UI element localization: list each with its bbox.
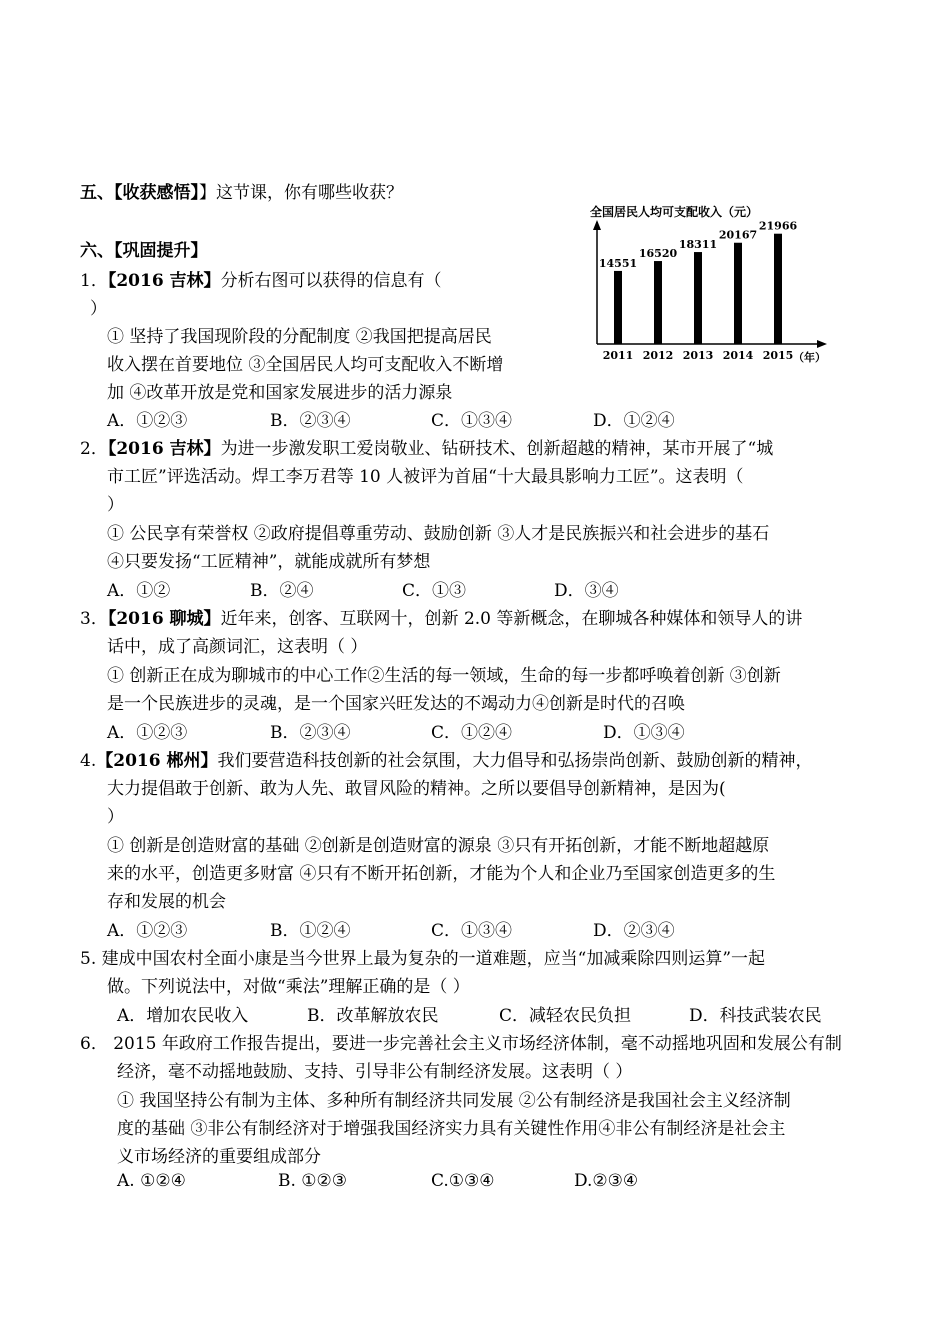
q5-choice-d: D．科技武装农民 bbox=[689, 1006, 822, 1026]
value-label-2013: 18311 bbox=[678, 238, 718, 252]
bar-2012 bbox=[654, 261, 662, 344]
q1-stem-text: 分析右图可以获得的信息有（ bbox=[220, 271, 442, 291]
q6-options-line1: ① 我国坚持公有制为主体、多种所有制经济共同发展 ②公有制经济是我国社会主义经济制 bbox=[117, 1091, 791, 1111]
q5-choice-c: C．减轻农民负担 bbox=[499, 1006, 632, 1026]
q1-options-line3: 加 ④改革开放是党和国家发展进步的活力源泉 bbox=[107, 383, 453, 403]
q3-choice-b: B．②③④ bbox=[270, 723, 351, 743]
income-bar-chart bbox=[585, 200, 835, 370]
q6-options-line2: 度的基础 ③非公有制经济对于增强我国经济实力具有关键性作用④非公有制经济是社会主 bbox=[117, 1119, 786, 1139]
q2-stem-line3: ） bbox=[107, 495, 124, 515]
q1-options-line1: ① 坚持了我国现阶段的分配制度 ②我国把提高居民 bbox=[107, 327, 492, 347]
q2-number: 2． bbox=[80, 439, 108, 459]
q2-choice-b: B．②④ bbox=[250, 581, 314, 601]
q5-stem-line2: 做。下列说法中，对做“乘法”理解正确的是（ ） bbox=[107, 977, 470, 997]
q1-source-tag: 【2016 吉林】 bbox=[107, 271, 221, 291]
q2-choice-a: A．①② bbox=[107, 581, 171, 601]
q4-options-line2: 来的水平，创造更多财富 ④只有不断开拓创新，才能为个人和企业乃至国家创造更多的生 bbox=[107, 864, 776, 884]
section5-text: 】这节课，你有哪些收获？ bbox=[199, 183, 403, 203]
q6-choice-b: B. ①②③ bbox=[278, 1171, 348, 1191]
q1-choice-d: D．①②④ bbox=[593, 411, 675, 431]
q2-source-tag: 【2016 吉林】 bbox=[107, 439, 221, 459]
q4-choice-d: D．②③④ bbox=[593, 921, 675, 941]
q3-stem-text: 近年来，创客、互联网十，创新 2.0 等新概念，在聊城各种媒体和领导人的讲 bbox=[220, 609, 803, 629]
q4-stem-line3: ） bbox=[107, 807, 124, 827]
q5-choice-a: A．增加农民收入 bbox=[117, 1006, 249, 1026]
q3-number: 3． bbox=[80, 609, 108, 629]
category-label-2015: 2015 bbox=[762, 349, 794, 362]
q6-stem-line1: 6． 2015 年政府工作报告提出，要进一步完善社会主义市场经济体制，毫不动摇地巩固和发展公有制 bbox=[80, 1034, 842, 1054]
q3-options-line2: 是一个民族进步的灵魂，是一个国家兴旺发达的不竭动力④创新是时代的召唤 bbox=[107, 694, 685, 714]
q6-stem-line2: 经济，毫不动摇地鼓励、支持、引导非公有制经济发展。这表明（ ） bbox=[117, 1062, 633, 1082]
q1-choice-b: B．②③④ bbox=[270, 411, 351, 431]
q1-choice-a: A．①②③ bbox=[107, 411, 188, 431]
q2-choice-d: D．③④ bbox=[554, 581, 619, 601]
q2-stem-line1 bbox=[80, 434, 773, 459]
category-label-2014: 2014 bbox=[722, 349, 754, 362]
q1-stem-line1 bbox=[80, 266, 442, 291]
bar-2015 bbox=[774, 234, 782, 344]
bar-2011 bbox=[614, 271, 622, 344]
q1-choice-c: C．①③④ bbox=[431, 411, 513, 431]
value-label-2014: 20167 bbox=[718, 228, 758, 242]
q3-choice-d: D．①③④ bbox=[603, 723, 685, 743]
q3-choice-c: C．①②④ bbox=[431, 723, 513, 743]
section5-line bbox=[80, 178, 403, 203]
q4-source-tag: 【2016 郴州】 bbox=[96, 751, 218, 771]
section6-heading: 六、【巩固提升】 bbox=[80, 241, 208, 261]
x-axis-unit-label: （年） bbox=[793, 351, 826, 364]
section5-heading: 五、【收获感悟】 bbox=[80, 183, 199, 203]
q4-stem-text: 我们要营造科技创新的社会氛围，大力倡导和弘扬崇尚创新、鼓励创新的精神， bbox=[217, 751, 813, 771]
q3-stem-line2: 话中，成了高颜词汇，这表明（ ） bbox=[107, 637, 368, 657]
value-label-2012: 16520 bbox=[638, 247, 678, 261]
q2-stem-text: 为进一步激发职工爱岗敬业、钻研技术、创新超越的精神，某市开展了“城 bbox=[220, 439, 774, 459]
value-label-2011: 14551 bbox=[598, 256, 638, 270]
category-label-2012: 2012 bbox=[642, 349, 674, 362]
q1-options-line2: 收入摆在首要地位 ③全国居民人均可支配收入不断增 bbox=[107, 355, 504, 375]
q4-choice-b: B．①②④ bbox=[270, 921, 351, 941]
category-label-2013: 2013 bbox=[682, 349, 714, 362]
x-axis-arrow bbox=[817, 340, 827, 348]
q6-options-line3: 义市场经济的重要组成部分 bbox=[117, 1147, 321, 1167]
bar-2013 bbox=[694, 252, 702, 344]
q6-choice-d: D.②③④ bbox=[574, 1171, 639, 1191]
q6-choice-c: C.①③④ bbox=[431, 1171, 495, 1191]
q4-choice-a: A．①②③ bbox=[107, 921, 188, 941]
chart-title: 全国居民人均可支配收入（元） bbox=[590, 205, 759, 219]
y-axis-arrow bbox=[593, 220, 601, 230]
q3-source-tag: 【2016 聊城】 bbox=[107, 609, 221, 629]
q2-options-line2: ④只要发扬“工匠精神”，就能成就所有梦想 bbox=[107, 552, 431, 572]
q5-choice-b: B．改革解放农民 bbox=[307, 1006, 439, 1026]
q3-stem-line1 bbox=[80, 604, 802, 629]
value-label-2015: 21966 bbox=[758, 219, 798, 233]
q4-stem-line1 bbox=[80, 746, 812, 771]
q2-stem-line2: 市工匠”评选活动。焊工李万君等 10 人被评为首届“十大最具影响力工匠”。这表明（ bbox=[107, 467, 744, 487]
q1-number: 1． bbox=[80, 271, 108, 291]
q5-stem-line1: 5. 建成中国农村全面小康是当今世界上最为复杂的一道难题，应当“加减乘除四则运算”一起 bbox=[80, 949, 766, 969]
q2-options-line1: ① 公民享有荣誉权 ②政府提倡尊重劳动、鼓励创新 ③人才是民族振兴和社会进步的基石 bbox=[107, 524, 770, 544]
q4-options-line3: 存和发展的机会 bbox=[107, 892, 226, 912]
q4-stem-line2: 大力提倡敢于创新、敢为人先、敢冒风险的精神。之所以要倡导创新精神，是因为( bbox=[107, 779, 726, 799]
category-label-2011: 2011 bbox=[602, 349, 634, 362]
q1-stem-line2: ） bbox=[90, 299, 107, 319]
bar-2014 bbox=[734, 243, 742, 344]
q4-options-line1: ① 创新是创造财富的基础 ②创新是创造财富的源泉 ③只有开拓创新，才能不断地超越原 bbox=[107, 836, 770, 856]
q3-choice-a: A．①②③ bbox=[107, 723, 188, 743]
q2-choice-c: C．①③ bbox=[402, 581, 467, 601]
q4-choice-c: C．①③④ bbox=[431, 921, 513, 941]
q6-choice-a: A. ①②④ bbox=[117, 1171, 186, 1191]
q3-options-line1: ① 创新正在成为聊城市的中心工作②生活的每一领域，生命的每一步都呼唤着创新 ③创新 bbox=[107, 666, 781, 686]
q4-number: 4. bbox=[80, 751, 97, 771]
